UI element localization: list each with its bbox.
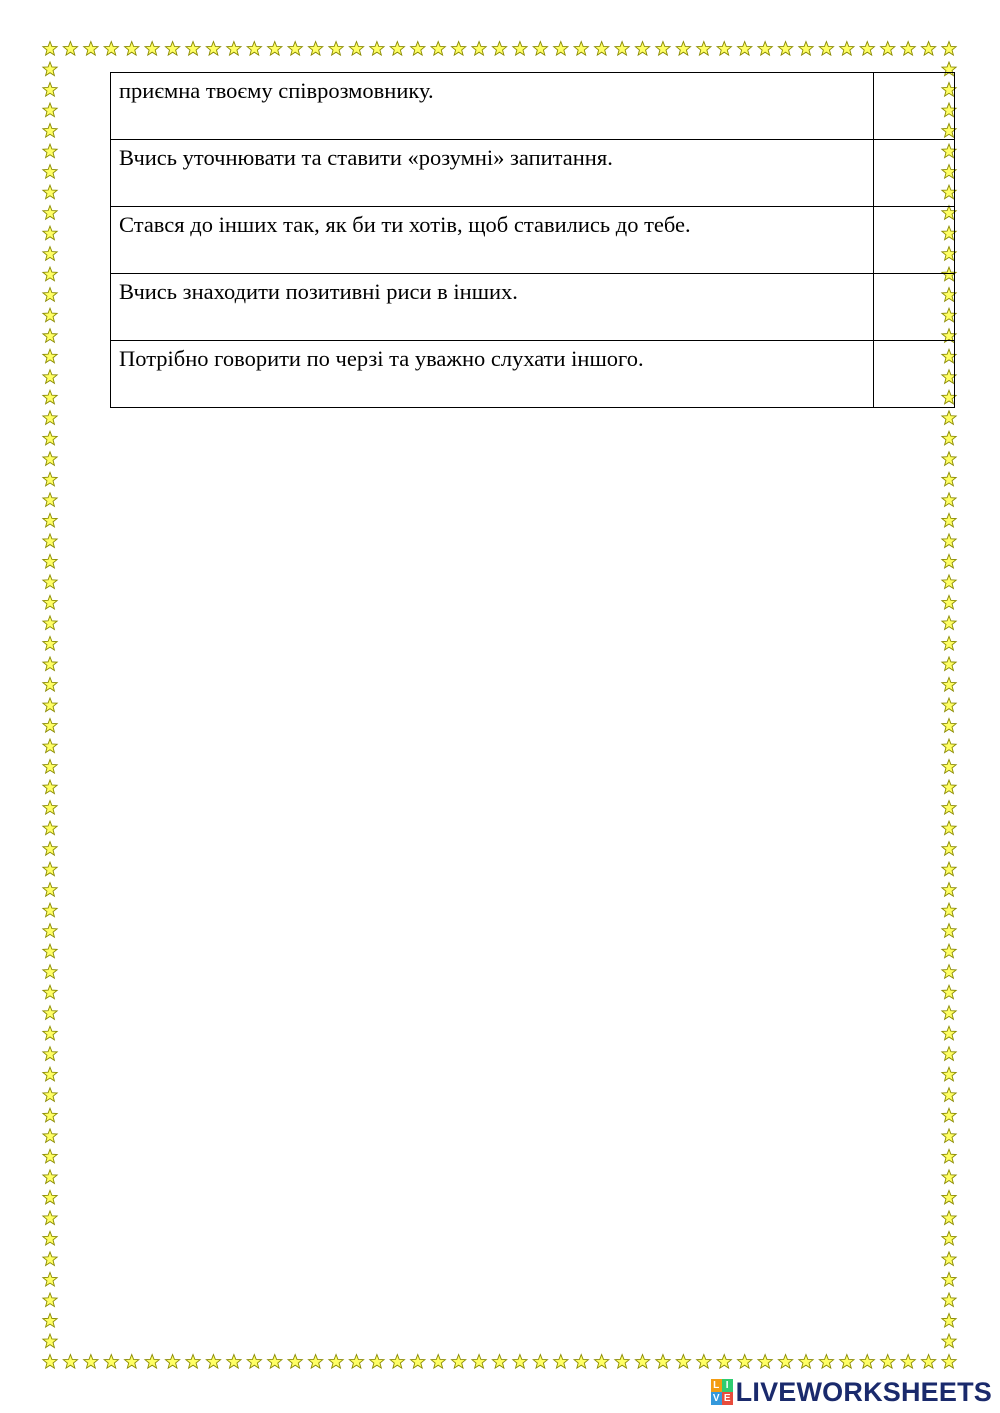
star-icon <box>635 42 649 56</box>
star-icon <box>329 1355 343 1369</box>
star-icon <box>43 595 57 609</box>
star-icon <box>390 42 404 56</box>
star-icon <box>84 42 98 56</box>
star-icon <box>125 42 139 56</box>
star-icon <box>43 575 57 589</box>
star-icon <box>595 1355 609 1369</box>
star-icon <box>43 944 57 958</box>
star-icon <box>43 83 57 97</box>
star-icon <box>738 1355 752 1369</box>
star-icon <box>390 1355 404 1369</box>
star-icon <box>43 288 57 302</box>
star-icon <box>43 616 57 630</box>
star-icon <box>43 370 57 384</box>
star-icon <box>43 965 57 979</box>
star-icon <box>43 657 57 671</box>
star-icon <box>881 42 895 56</box>
star-icon <box>492 42 506 56</box>
table-row <box>111 274 955 341</box>
star-icon <box>513 42 527 56</box>
star-icon <box>942 636 956 650</box>
table-row <box>111 207 955 274</box>
statement-text: Потрібно говорити по черзі та уважно слухати іншого. <box>111 341 874 408</box>
star-icon <box>308 42 322 56</box>
star-icon <box>942 1293 956 1307</box>
star-icon <box>942 1026 956 1040</box>
star-icon <box>43 1088 57 1102</box>
star-icon <box>43 452 57 466</box>
star-icon <box>840 1355 854 1369</box>
star-icon <box>942 575 956 589</box>
star-icon <box>206 42 220 56</box>
star-icon <box>104 42 118 56</box>
star-icon <box>533 1355 547 1369</box>
star-icon <box>43 924 57 938</box>
star-icon <box>472 42 486 56</box>
star-icon <box>43 760 57 774</box>
star-icon <box>717 42 731 56</box>
star-icon <box>43 1149 57 1163</box>
star-icon <box>43 1108 57 1122</box>
star-icon <box>758 42 772 56</box>
star-icon <box>758 1355 772 1369</box>
star-icon <box>43 698 57 712</box>
star-icon <box>329 42 343 56</box>
star-icon <box>942 493 956 507</box>
answer-box[interactable] <box>874 207 955 274</box>
star-icon <box>43 206 57 220</box>
star-icon <box>186 1355 200 1369</box>
star-icon <box>901 42 915 56</box>
star-icon <box>247 1355 261 1369</box>
star-icon <box>43 62 57 76</box>
logo-letter: V <box>711 1392 722 1405</box>
liveworksheets-watermark <box>711 1377 992 1407</box>
star-icon <box>431 1355 445 1369</box>
star-icon <box>942 842 956 856</box>
star-icon <box>942 1211 956 1225</box>
star-icon <box>370 1355 384 1369</box>
star-icon <box>942 657 956 671</box>
logo-letter: L <box>711 1379 722 1392</box>
star-icon <box>901 1355 915 1369</box>
star-icon <box>43 103 57 117</box>
star-icon <box>186 42 200 56</box>
star-icon <box>860 1355 874 1369</box>
star-icon <box>942 411 956 425</box>
star-icon <box>288 1355 302 1369</box>
star-icon <box>615 42 629 56</box>
star-icon <box>942 1088 956 1102</box>
star-icon <box>819 1355 833 1369</box>
star-icon <box>411 1355 425 1369</box>
star-icon <box>778 1355 792 1369</box>
star-icon <box>778 42 792 56</box>
star-icon <box>43 165 57 179</box>
star-icon <box>43 1067 57 1081</box>
star-icon <box>227 42 241 56</box>
star-icon <box>43 719 57 733</box>
star-icon <box>942 760 956 774</box>
star-icon <box>268 1355 282 1369</box>
star-icon <box>43 821 57 835</box>
answer-box[interactable] <box>874 274 955 341</box>
star-icon <box>43 534 57 548</box>
star-icon <box>43 1272 57 1286</box>
star-icon <box>43 267 57 281</box>
star-icon <box>43 329 57 343</box>
star-icon <box>431 42 445 56</box>
star-icon <box>697 42 711 56</box>
answer-box[interactable] <box>874 140 955 207</box>
star-icon <box>840 42 854 56</box>
statement-text: приємна твоєму співрозмовнику. <box>111 73 874 140</box>
star-icon <box>43 124 57 138</box>
star-icon <box>942 534 956 548</box>
star-icon <box>942 1170 956 1184</box>
star-icon <box>942 1190 956 1204</box>
star-icon <box>43 349 57 363</box>
logo-letter: I <box>722 1379 733 1392</box>
star-icon <box>165 1355 179 1369</box>
star-icon <box>942 1149 956 1163</box>
star-icon <box>942 698 956 712</box>
star-icon <box>799 42 813 56</box>
star-icon <box>942 677 956 691</box>
star-icon <box>43 411 57 425</box>
star-icon <box>43 472 57 486</box>
star-icon <box>43 1129 57 1143</box>
star-icon <box>43 883 57 897</box>
star-icon <box>43 513 57 527</box>
star-icon <box>43 185 57 199</box>
star-icon <box>43 677 57 691</box>
star-icon <box>104 1355 118 1369</box>
star-icon <box>492 1355 506 1369</box>
star-icon <box>63 42 77 56</box>
star-icon <box>942 472 956 486</box>
table-row <box>111 140 955 207</box>
star-icon <box>145 1355 159 1369</box>
star-icon <box>942 944 956 958</box>
star-icon <box>247 42 261 56</box>
star-icon <box>63 1355 77 1369</box>
star-icon <box>43 1170 57 1184</box>
star-icon <box>942 739 956 753</box>
star-icon <box>656 42 670 56</box>
star-icon <box>942 1313 956 1327</box>
star-icon <box>942 42 956 56</box>
answer-box[interactable] <box>874 341 955 408</box>
star-icon <box>43 1047 57 1061</box>
star-icon <box>43 801 57 815</box>
star-icon <box>697 1355 711 1369</box>
star-icon <box>43 554 57 568</box>
star-icon <box>125 1355 139 1369</box>
star-icon <box>942 1108 956 1122</box>
star-icon <box>43 390 57 404</box>
star-icon <box>370 42 384 56</box>
star-icon <box>942 801 956 815</box>
star-icon <box>738 42 752 56</box>
star-icon <box>942 924 956 938</box>
statement-text: Стався до інших так, як би ти хотів, щоб ставились до тебе. <box>111 207 874 274</box>
star-icon <box>799 1355 813 1369</box>
star-icon <box>513 1355 527 1369</box>
star-icon <box>942 1006 956 1020</box>
star-icon <box>942 1067 956 1081</box>
star-icon <box>554 42 568 56</box>
star-icon <box>43 862 57 876</box>
star-icon <box>43 431 57 445</box>
star-icon <box>43 308 57 322</box>
star-icon <box>43 226 57 240</box>
star-icon <box>43 1190 57 1204</box>
star-icon <box>942 616 956 630</box>
star-icon <box>921 1355 935 1369</box>
star-icon <box>574 1355 588 1369</box>
star-icon <box>43 144 57 158</box>
star-icon <box>43 42 57 56</box>
star-icon <box>43 1006 57 1020</box>
star-icon <box>942 985 956 999</box>
statement-text: Вчись знаходити позитивні риси в інших. <box>111 274 874 341</box>
star-icon <box>921 42 935 56</box>
star-icon <box>942 1231 956 1245</box>
statement-text: Вчись уточнювати та ставити «розумні» запитання. <box>111 140 874 207</box>
star-icon <box>411 42 425 56</box>
star-icon <box>43 985 57 999</box>
star-icon <box>43 636 57 650</box>
star-icon <box>349 42 363 56</box>
star-icon <box>43 780 57 794</box>
star-icon <box>881 1355 895 1369</box>
star-icon <box>165 42 179 56</box>
star-icon <box>554 1355 568 1369</box>
star-icon <box>942 452 956 466</box>
star-icon <box>676 1355 690 1369</box>
star-icon <box>942 1252 956 1266</box>
star-icon <box>942 1355 956 1369</box>
star-icon <box>942 719 956 733</box>
answer-box[interactable] <box>874 73 955 140</box>
star-icon <box>308 1355 322 1369</box>
star-icon <box>43 1026 57 1040</box>
star-icon <box>942 1047 956 1061</box>
star-icon <box>472 1355 486 1369</box>
star-icon <box>452 42 466 56</box>
star-icon <box>819 42 833 56</box>
star-icon <box>656 1355 670 1369</box>
table-row <box>111 73 955 140</box>
star-icon <box>676 42 690 56</box>
star-icon <box>942 903 956 917</box>
star-icon <box>349 1355 363 1369</box>
star-icon <box>860 42 874 56</box>
liveworksheets-logo-icon <box>711 1379 733 1405</box>
star-icon <box>43 493 57 507</box>
star-icon <box>574 42 588 56</box>
star-icon <box>43 903 57 917</box>
star-icon <box>268 42 282 56</box>
star-icon <box>717 1355 731 1369</box>
star-icon <box>942 780 956 794</box>
star-icon <box>942 595 956 609</box>
star-icon <box>452 1355 466 1369</box>
star-icon <box>942 431 956 445</box>
star-icon <box>595 42 609 56</box>
star-icon <box>635 1355 649 1369</box>
star-icon <box>942 883 956 897</box>
star-icon <box>942 821 956 835</box>
star-icon <box>43 1231 57 1245</box>
star-icon <box>942 513 956 527</box>
star-icon <box>288 42 302 56</box>
star-icon <box>942 862 956 876</box>
logo-letter: E <box>722 1392 733 1405</box>
star-icon <box>615 1355 629 1369</box>
star-icon <box>43 739 57 753</box>
star-icon <box>227 1355 241 1369</box>
star-icon <box>84 1355 98 1369</box>
star-icon <box>43 1293 57 1307</box>
star-icon <box>942 1272 956 1286</box>
star-icon <box>145 42 159 56</box>
star-icon <box>43 1355 57 1369</box>
star-icon <box>942 965 956 979</box>
statements-table <box>110 72 955 408</box>
watermark-text: LIVEWORKSHEETS <box>735 1377 992 1407</box>
star-icon <box>43 1252 57 1266</box>
star-icon <box>942 1334 956 1348</box>
star-icon <box>942 554 956 568</box>
star-icon <box>533 42 547 56</box>
star-icon <box>206 1355 220 1369</box>
star-icon <box>43 1334 57 1348</box>
star-icon <box>43 247 57 261</box>
star-icon <box>942 1129 956 1143</box>
table-row <box>111 341 955 408</box>
star-icon <box>43 1313 57 1327</box>
star-icon <box>43 1211 57 1225</box>
star-icon <box>43 842 57 856</box>
